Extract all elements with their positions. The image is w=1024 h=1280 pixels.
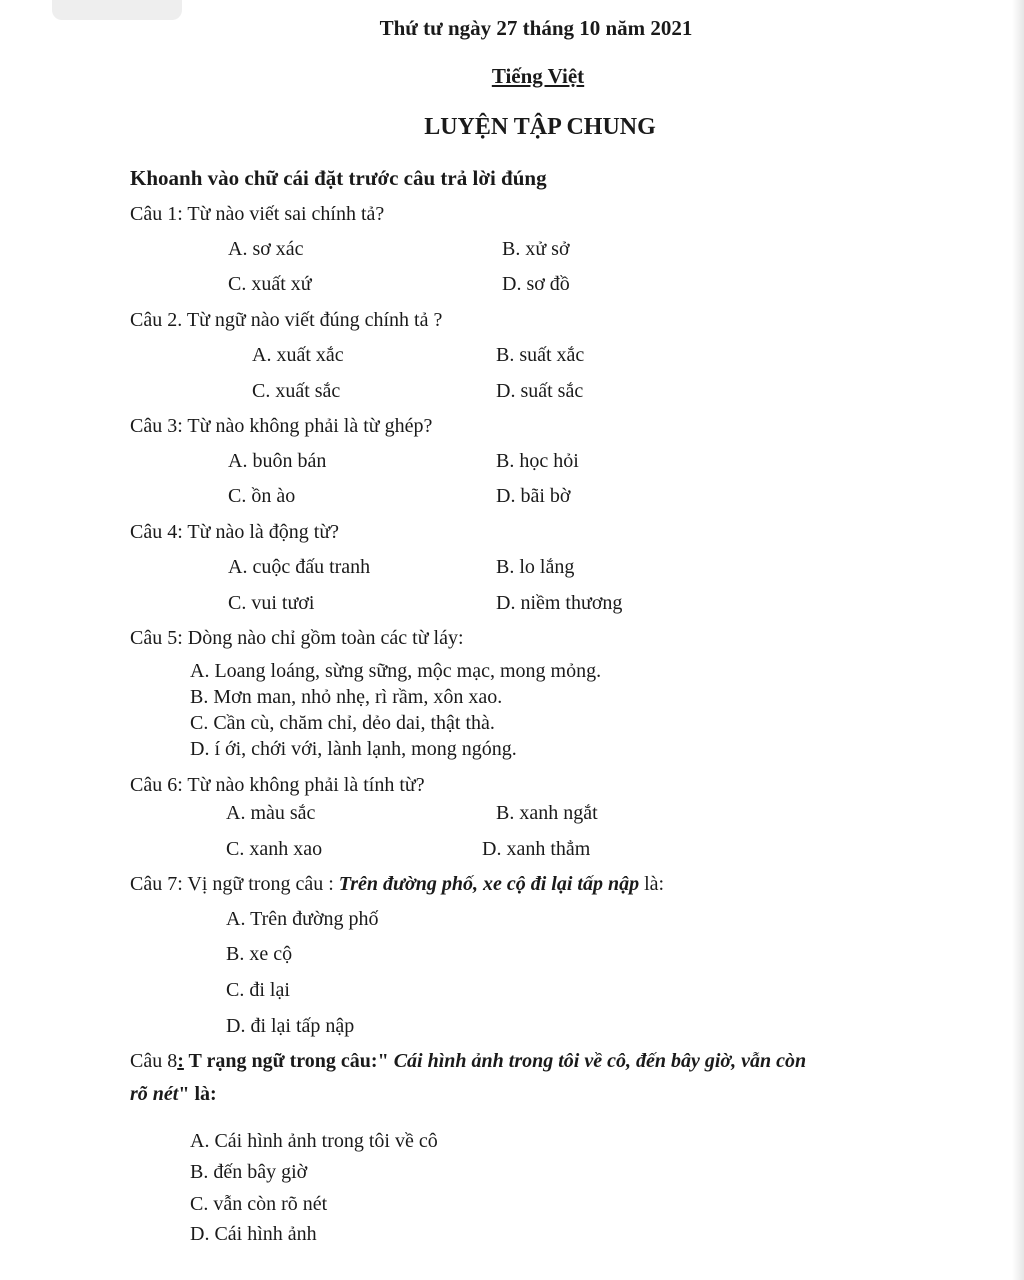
q3-option-d: D. bãi bờ [496,485,571,507]
question-4: Câu 4: Từ nào là động từ? [130,521,340,543]
question-5: Câu 5: Dòng nào chỉ gồm toàn các từ láy: [130,627,464,649]
q4-option-b: B. lo lắng [496,556,575,578]
q8-colon: : [177,1050,184,1072]
q2-option-a: A. xuất xắc [252,344,344,366]
q8-example-sentence-line1: Cái hình ảnh trong tôi về cô, đến bây giờ, vẫn còn [388,1050,807,1072]
q8-option-b: B. đến bây giờ [190,1161,308,1183]
instruction-text: Khoanh vào chữ cái đặt trước câu trả lời đúng [130,166,547,190]
q4-option-a: A. cuộc đấu tranh [228,556,371,578]
q2-option-b: B. suất xắc [496,344,585,366]
q8-option-a: A. Cái hình ảnh trong tôi về cô [190,1130,438,1152]
q7-option-c: C. đi lại [226,979,290,1001]
q1-option-d: D. sơ đồ [502,273,570,295]
q4-option-c: C. vui tươi [228,592,315,614]
q7-option-a: A. Trên đường phố [226,908,379,930]
date-heading: Thứ tư ngày 27 tháng 10 năm 2021 [379,16,693,40]
q1-option-a: A. sơ xác [228,238,304,260]
q7-option-d: D. đi lại tấp nập [226,1015,355,1037]
q1-option-b: B. xử sở [502,238,570,260]
q6-option-c: C. xanh xao [226,838,323,860]
q5-option-b: B. Mơn man, nhỏ nhẹ, rì rầm, xôn xao. [190,686,503,708]
q7-prefix: Câu 7: Vị ngữ trong câu : [130,873,339,895]
q6-option-a: A. màu sắc [226,802,316,824]
q3-option-b: B. học hỏi [496,450,579,472]
q8-option-c: C. vẫn còn rõ nét [190,1193,328,1215]
page-title: LUYỆN TẬP CHUNG [424,114,656,140]
q6-option-d: D. xanh thẳm [482,838,591,860]
q3-option-c: C. ồn ào [228,485,296,507]
q1-option-c: C. xuất xứ [228,273,312,295]
q7-option-b: B. xe cộ [226,943,293,965]
q5-option-d: D. í ới, chới với, lành lạnh, mong ngóng. [190,738,517,760]
question-8 [130,1049,806,1073]
q7-example-sentence: Trên đường phố, xe cộ đi lại tấp nập [338,873,640,895]
question-7 [130,872,664,896]
q4-option-d: D. niềm thương [496,592,623,614]
page-edge-shadow [1012,0,1024,1280]
q2-option-c: C. xuất sắc [252,380,341,402]
subject-heading: Tiếng Việt [491,64,585,88]
q8-question: T rạng ngữ trong câu:" [183,1050,389,1072]
q7-suffix: là: [639,873,665,895]
q3-option-a: A. buôn bán [228,450,327,472]
q5-option-a: A. Loang loáng, sừng sững, mộc mạc, mong mỏng. [190,660,602,682]
question-6: Câu 6: Từ nào không phải là tính từ? [130,774,425,796]
q2-option-d: D. suất sắc [496,380,584,402]
question-2: Câu 2. Từ ngữ nào viết đúng chính tả ? [130,309,443,331]
q6-option-b: B. xanh ngắt [496,802,598,824]
q8-question-end: " là: [178,1083,217,1105]
q5-option-c: C. Cần cù, chăm chỉ, dẻo dai, thật thà. [190,712,495,734]
question-8-line2 [130,1082,217,1106]
question-1: Câu 1: Từ nào viết sai chính tả? [130,203,385,225]
question-3: Câu 3: Từ nào không phải là từ ghép? [130,415,433,437]
q8-label: Câu 8 [130,1050,178,1072]
q8-example-sentence-line2: rõ nét [130,1083,179,1105]
q8-option-d: D. Cái hình ảnh [190,1223,317,1245]
